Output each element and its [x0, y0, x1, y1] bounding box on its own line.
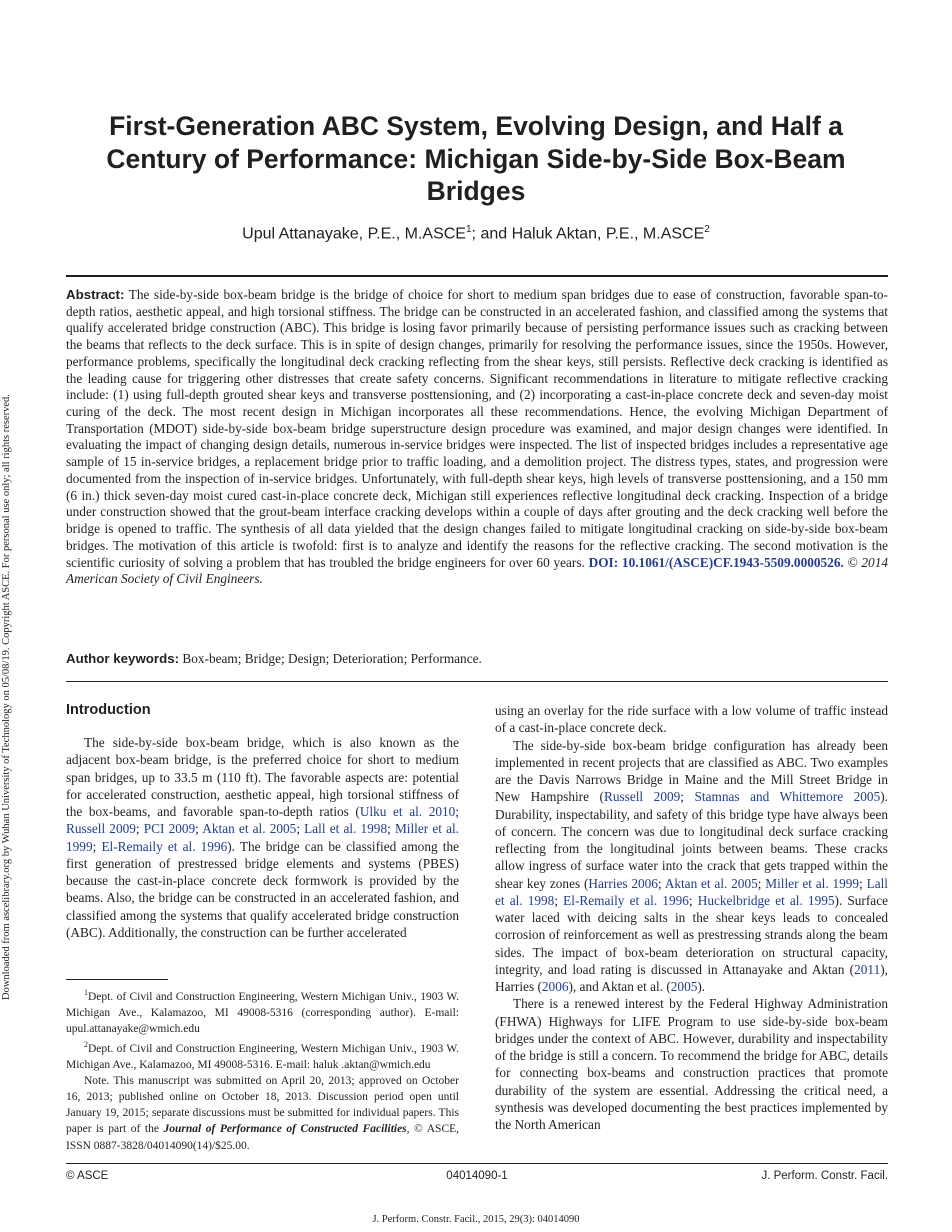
author-line	[80, 224, 872, 243]
footer-journal: J. Perform. Constr. Facil.	[761, 1170, 888, 1182]
right-column	[495, 702, 888, 1133]
paragraph: The side-by-side box-beam bridge configuration has already been implemented in recent projects that are classified as ABC. Two examples are the Davis Narrows Bridge in Maine and the Mill Street Bridge in New Hampshire (Russell 2009; Stamnas and Whittemore 2005). Durability, inspectability, and safety of this bridge type have always been of concern. The concern was due to longitudinal deck surface cracking reflecting from the longitudinal joints between beams. These cracks allow ingress of surface water into the crack that gets trapped within the shear key zones (Harries 2006; Aktan et al. 2005; Miller et al. 1999; Lall et al. 1998; El-Remaily et al. 1996; Huckelbridge et al. 1995). Surface water laced with deicing salts in the shear keys leads to concealed corrosion of reinforcement as well as prestressing strands along the beam sides. The impact of box-beam deterioration on structural capacity, integrity, and load rating is discussed in Attanayake and Aktan (2011), Harries (2006), and Aktan et al. (2005).	[495, 737, 888, 994]
paragraph: There is a renewed interest by the Federal Highway Administration (FHWA) Highways for LIFE Program to use side-by-side box-beam bridges under the context of ABC. However, durability and inspectability of the bridge is still a concern. To recommend the bridge for ABC, details for connecting box-beams and construction practices that promote durability of the system are essential. Addressing the critical need, a synthesis was developed documenting the best practices implemented by the North American	[495, 996, 888, 1132]
footer-rule	[66, 1163, 888, 1164]
citation-link[interactable]: 2011	[854, 961, 881, 977]
citation-link[interactable]: Huckelbridge et al. 1995	[697, 892, 835, 908]
paragraph: using an overlay for the ride surface with a low volume of traffic instead of a cast-in-place concrete deck.	[495, 703, 888, 736]
bottom-citation: J. Perform. Constr. Facil., 2015, 29(3): 04014090	[372, 1214, 580, 1225]
manuscript-note	[66, 1073, 459, 1153]
text: ). Surface water laced with deicing salts in the shear keys leads to concealed corrosion of reinforcement as well as prestressing strands along the beam sides. The impact of box-beam deterioration on structural capacity, integrity, and load rating is discussed in Attanayake and Aktan (	[495, 892, 888, 977]
copyright: © 2014 American Society of Civil Engineers.	[66, 554, 888, 587]
text: ), and Aktan et al. (	[568, 979, 671, 994]
top-rule	[66, 275, 888, 277]
paper-title: First-Generation ABC System, Evolving Design, and Half a Century of Performance: Michigan Side-by-Side Box-Beam Bridges	[106, 111, 846, 206]
author-2: Haluk Aktan, P.E., M.ASCE	[511, 225, 705, 243]
footnote	[66, 1037, 459, 1073]
keywords-label: Author keywords:	[66, 651, 180, 666]
abstract-label: Abstract:	[66, 287, 125, 302]
citation-link[interactable]: Miller et al. 1999	[66, 821, 459, 854]
journal-name: Journal of Performance of Constructed Facilities	[163, 1123, 407, 1136]
footer-copyright: © ASCE	[66, 1170, 109, 1182]
citation-link[interactable]: Aktan et al. 2005	[664, 875, 758, 891]
doi-label: DOI:	[588, 554, 619, 570]
footnote-number: 1	[84, 988, 88, 997]
citation-link[interactable]: Russell 2009	[603, 789, 681, 805]
text: The side-by-side box-beam bridge configuration has already been implemented in recent projects that are classified as ABC. Two examples are the Davis Narrows Bridge in Maine and the Mill Street Bridge in New Hampshire (	[495, 737, 888, 805]
footnote-rule	[66, 979, 168, 980]
author-keywords	[66, 651, 888, 667]
citation-link[interactable]: 2005	[670, 979, 698, 994]
citation-link[interactable]: El-Remaily et al. 1996	[563, 892, 689, 908]
footnote	[66, 985, 459, 1037]
citation-link[interactable]: Miller et al. 1999	[765, 875, 860, 891]
doi-link[interactable]: 10.1061/(ASCE)CF.1943-5509.0000526.	[621, 554, 844, 570]
abstract	[66, 287, 888, 588]
text: The side-by-side box-beam bridge, which is also known as the adjacent box-beam bridge, is the preferred choice for short to medium span bridges, up to 33.5 m (110 ft). The favorable aspects are: potential for accelerated construction, aesthetic appeal, high torsional stiffness of the box-beams, and favorable span-to-depth ratios (	[66, 735, 459, 819]
footnotes	[66, 985, 459, 1154]
author-1-affil: 1	[465, 224, 472, 235]
citation-link[interactable]: El-Remaily et al. 1996	[101, 838, 228, 854]
text: ). The bridge can be classified among the first generation of prestressed bridge elements and systems (PBES) because the cast-in-place concrete deck formwork is provided by the beams. Also, the bridge can be constructed in an accelerated fashion, and classified among the systems that qualify accelerated bridge construction (ABC). Additionally, the construction can be further accelerated	[66, 838, 459, 940]
text: ).	[697, 979, 706, 994]
citation-link[interactable]: Ulku et al. 2010	[359, 804, 456, 819]
citation-link[interactable]: Stamnas and Whittemore 2005	[694, 789, 881, 805]
paragraph: The side-by-side box-beam bridge, which is also known as the adjacent box-beam bridge, is the preferred choice for short to medium span bridges, up to 33.5 m (110 ft). The favorable aspects are: potential for accelerated construction, aesthetic appeal, high torsional stiffness of the box-beams, and favorable span-to-depth ratios (Ulku et al. 2010; Russell 2009; PCI 2009; Aktan et al. 2005; Lall et al. 1998; Miller et al. 1999; El-Remaily et al. 1996). The bridge can be classified among the first generation of prestressed bridge elements and systems (PBES) because the cast-in-place concrete deck formwork is provided by the beams. Also, the bridge can be constructed in an accelerated fashion, and classified among the systems that qualify accelerated bridge construction (ABC). Additionally, the construction can be further accelerated	[66, 735, 459, 940]
download-watermark: Downloaded from ascelibrary.org by Wuhan University of Technology on 05/08/19. Copyright ASCE. For personal use only; all rights reserved.	[1, 394, 12, 1000]
note-text: Note. This manuscript was submitted on April 20, 2013; approved on October 16, 2013; published online on October 18, 2013. Discussion period open until January 19, 2015; separate discussions must be submitted for individual papers. This paper is part of the	[66, 1075, 459, 1136]
abstract-text: The side-by-side box-beam bridge is the bridge of choice for short to medium span bridges due to ease of construction, favorable span-to-depth ratios, aesthetic appeal, and high torsional stiffness. The bridge can be constructed in an accelerated fashion, and classified among the systems that qualify accelerated bridge construction (ABC). This bridge is losing favor primarily because of persisting performance issues such as cracking between the beams that reflects to the deck surface. This is in spite of design changes, primarily for resolving the performance issues, since the 1950s. However, performance problems, specifically the longitudinal deck cracking reflecting from the shear keys, still persists. Reflective deck cracking is identified as the leading cause for triggering other distresses that create safety concerns. Significant recommendations in literature to mitigate reflective cracking include: (1) using full-depth grouted shear keys and transverse posttensioning, and (2) incorporating a cast-in-place concrete deck and seven-day moist curing of the deck. The most recent design in Michigan incorporates all these recommendations. Hence, the evolving Michigan Department of Transportation (MDOT) side-by-side box-beam bridge superstructure design procedure was examined, and major design changes were identified. In evaluating the impact of changing design details, numerous in-service bridges were inspected. The list of inspected bridges includes a representative age sample of 15 in-service bridges, a replacement bridge prior to traffic loading, and a demolition project. The distress types, states, and progression were documented from the inspection of in-service bridges. Unfortunately, with full-depth shear keys, high levels of transverse posttensioning, and a 150 mm (6 in.) thick seven-day moist cured cast-in-place concrete deck, Michigan still experiences reflective longitudinal deck cracking. Inspection of a bridge under construction showed that the grout-beam interface cracking develops within a couple of days after grouting and the deck cracking well before the bridge is opened to traffic. The synthesis of all data yielded that the design changes failed to mitigate longitudinal cracking on side-by-side box-beam bridges. The motivation of this article is twofold: first is to analyze and identify the reasons for the reflective cracking. The second motivation is the scientific curiosity of solving a problem that has troubled the bridge engineers for over 60 years.	[66, 287, 888, 570]
text: ). Durability, inspectability, and safety of this bridge type have always been of concern. The concern was due to longitudinal deck surface cracking reflecting from the longitudinal joints between beams. These cracks allow ingress of surface water into the crack that gets trapped within the shear key zones (	[495, 789, 888, 891]
section-rule	[66, 681, 888, 682]
page-number: 04014090-1	[446, 1170, 508, 1182]
citation-link[interactable]: Lall et al. 1998	[495, 875, 888, 908]
citation-link[interactable]: Harries 2006	[588, 875, 658, 891]
left-column	[66, 734, 459, 941]
author-1: Upul Attanayake, P.E., M.ASCE	[242, 225, 466, 243]
citation-link[interactable]: Russell 2009	[66, 821, 136, 837]
citation-link[interactable]: Aktan et al. 2005	[202, 821, 297, 837]
citation-link[interactable]: 2006	[541, 979, 569, 994]
footnote-number: 2	[84, 1040, 88, 1050]
footnote-text: Dept. of Civil and Construction Engineering, Western Michigan Univ., 1903 W. Michigan Ave., Kalamazoo, MI 49008-5316. E-mail: haluk .aktan@wmich.edu	[66, 1042, 459, 1072]
keywords-text: Box-beam; Bridge; Design; Deterioration; Performance.	[182, 651, 482, 666]
citation-link[interactable]: Lall et al. 1998	[304, 821, 388, 837]
citation-link[interactable]: PCI 2009	[143, 821, 196, 837]
footnote-text: Dept. of Civil and Construction Engineering, Western Michigan Univ., 1903 W. Michigan Ave., Kalamazoo, MI 49008-5316 (corresponding author). E-mail: upul.attanayake@wmich.edu	[66, 990, 459, 1036]
author-2-affil: 2	[704, 224, 710, 235]
author-separator: ; and	[471, 225, 512, 243]
text: ), Harries (	[495, 961, 888, 994]
section-heading: Introduction	[66, 702, 151, 718]
note-text: , © ASCE, ISSN 0887-3828/04014090(14)/$25.00.	[66, 1123, 460, 1152]
